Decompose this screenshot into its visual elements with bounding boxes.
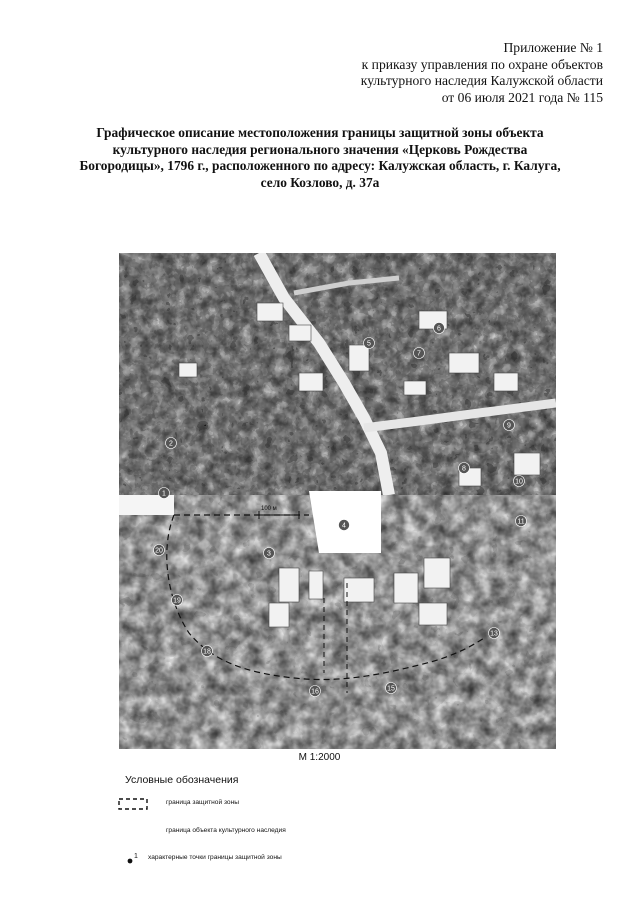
legend-label: граница защитной зоны [166, 799, 239, 806]
boundary-point-label: 6 [437, 325, 441, 333]
boundary-point-label: 3 [267, 550, 271, 558]
title-line: Графическое описание местоположения границы защитной зоны объекта [96, 125, 544, 140]
map-svg [119, 253, 556, 749]
boundary-point-label: 7 [417, 350, 421, 358]
boundary-point-label: 18 [203, 648, 211, 656]
dashed-box-icon [118, 797, 148, 811]
boundary-point-label: 20 [155, 547, 163, 555]
legend-label: характерные точки границы защитной зоны [148, 854, 282, 861]
svg-text:100 м: 100 м [261, 506, 277, 512]
title-line: Богородицы», 1796 г., расположенного по адресу: Калужская область, г. Калуга, [79, 158, 561, 174]
boundary-point-label: 2 [169, 440, 173, 448]
dot-icon [118, 852, 148, 866]
title-line: культурного наследия регионального значения «Церковь Рождества [112, 141, 528, 157]
boundary-point-label: 8 [462, 465, 466, 473]
boundary-point-label: 13 [490, 630, 498, 638]
appendix-line: культурного наследия Калужской области [360, 73, 603, 88]
title-line: село Козлово, д. 37а [260, 174, 380, 190]
legend-title: Условные обозначения [125, 774, 239, 786]
boundary-point-label: 9 [507, 422, 511, 430]
aerial-map [119, 253, 556, 749]
boundary-point-label: 11 [517, 518, 525, 526]
legend-label: граница объекта культурного наследия [166, 827, 286, 834]
boundary-point-label: 15 [387, 685, 395, 693]
boundary-point-label: 16 [311, 688, 319, 696]
boundary-point-label: 4 [342, 522, 346, 530]
appendix-line: от 06 июля 2021 года № 115 [441, 89, 603, 105]
svg-text:1: 1 [134, 853, 138, 860]
appendix-line: Приложение № 1 [503, 40, 603, 55]
appendix-line: к приказу управления по охране объектов [361, 56, 603, 72]
appendix-header [283, 40, 603, 106]
document-title [70, 125, 570, 191]
boundary-point-label: 19 [173, 597, 181, 605]
boundary-point-label: 1 [162, 490, 166, 498]
map-scale: М 1:2000 [298, 752, 341, 763]
boundary-point-label: 10 [515, 478, 523, 486]
boundary-point-label: 5 [367, 340, 371, 348]
